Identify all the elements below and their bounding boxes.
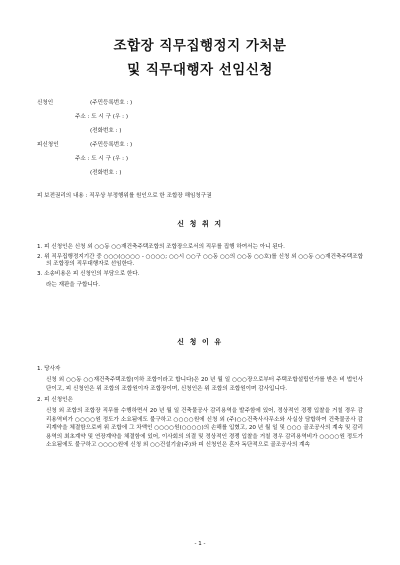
reason-1-title: 1. 당사자 [37,366,61,372]
respondent-phone: (전화번호 : ) [90,170,122,176]
respondent-address: 주소 : 도 시 구 (우 : ) [75,156,129,162]
reason-2-body: 신청 외 조합의 조합장 직무를 수행하면서 20 년 월 일 건축물공사 감리용역을 발주함에 있어, 정상적인 경쟁 입찰을 거칠 경우 감리용역비가 ○○○○원 정도가 소요됨에도 불구하고 ○○○○원에 신청 외 (주)○○건축사사무소와 사실상 담합하여 건축물공사 감리계약을 체결함으로써 위 조합에 그 차액인 ○○○○원(○○○○)의 손해를 입혔고, 20 년 월 일 및 ○○○ 골조공사의 계속 및 감리용역의 최초계약 및 연장계약을 체결함에 있어, 이사회의 의결 및 정상적인 경쟁 입찰을 거칠 경우 감리용역비가 ○○○○원 정도가 소요됨에도 불구하고 ○○○○원에 신청 외 ○○건설기술(주)와 피 신청인은 혼자 독단적으로 골조공사의 계속 [46,407,363,449]
reason-2-title: 2. 피 신청인은 [37,396,73,403]
title-line-1: 조합장 직무집행정지 가처분 [113,38,287,54]
purpose-heading: 신 청 취 지 [177,220,223,228]
reason-1-body: 신청 외 ○○동 ○○재건축주택조합(이하 조합이라고 합니다)은 20 년 월 일 ○○○장으로부터 주택조합설립인가를 받은 비 법인사단이고, 피 신청인은 위 조합의 조합원이자 조합장이며, 신청인은 위 조합의 조합원이며 감사입니다. [46,377,363,392]
applicant-address: 주소 : 도 시 구 (우 : ) [75,114,129,120]
applicant-phone: (전화번호 : ) [90,128,122,134]
reasons-body [37,366,363,453]
purpose-item: 1. 피 신청인은 신청 외 ○○동 ○○재건축주택조합의 조합장으로서의 직무를 집행 하여서는 아니 된다. [37,244,285,250]
purpose-item: 3. 소송비용은 피 신청인의 부담으로 한다. [37,271,140,278]
purpose-closing: 라는 재판을 구합니다. [46,281,100,288]
purpose-list [37,244,363,292]
reasons-heading: 신 청 이 유 [177,338,223,346]
purpose-item: 2. 위 직무집행정지기간 중 ○○○(○○○○ - ○○○○; ○○시 ○○구 ○○동 ○○의 ○○동 ○○호)를 신청 외 ○○동 ○○재건축주택조합의 조합장의 직무대행자로 선임한다. [37,254,363,268]
respondent-regno: (주민등록번호 : ) [90,142,133,148]
respondent-label: 피신청인 [37,142,59,148]
applicant-regno: (주민등록번호 : ) [90,100,133,106]
page-number: - 1 - [194,541,206,547]
title-line-2: 및 직무대행자 선임신청 [127,62,273,78]
applicant-label: 신청인 [37,100,54,106]
preserved-right: 피 보전권리의 내용 : 직무상 부정행위를 원인으로 한 조합장 해임청구권 [37,193,212,199]
